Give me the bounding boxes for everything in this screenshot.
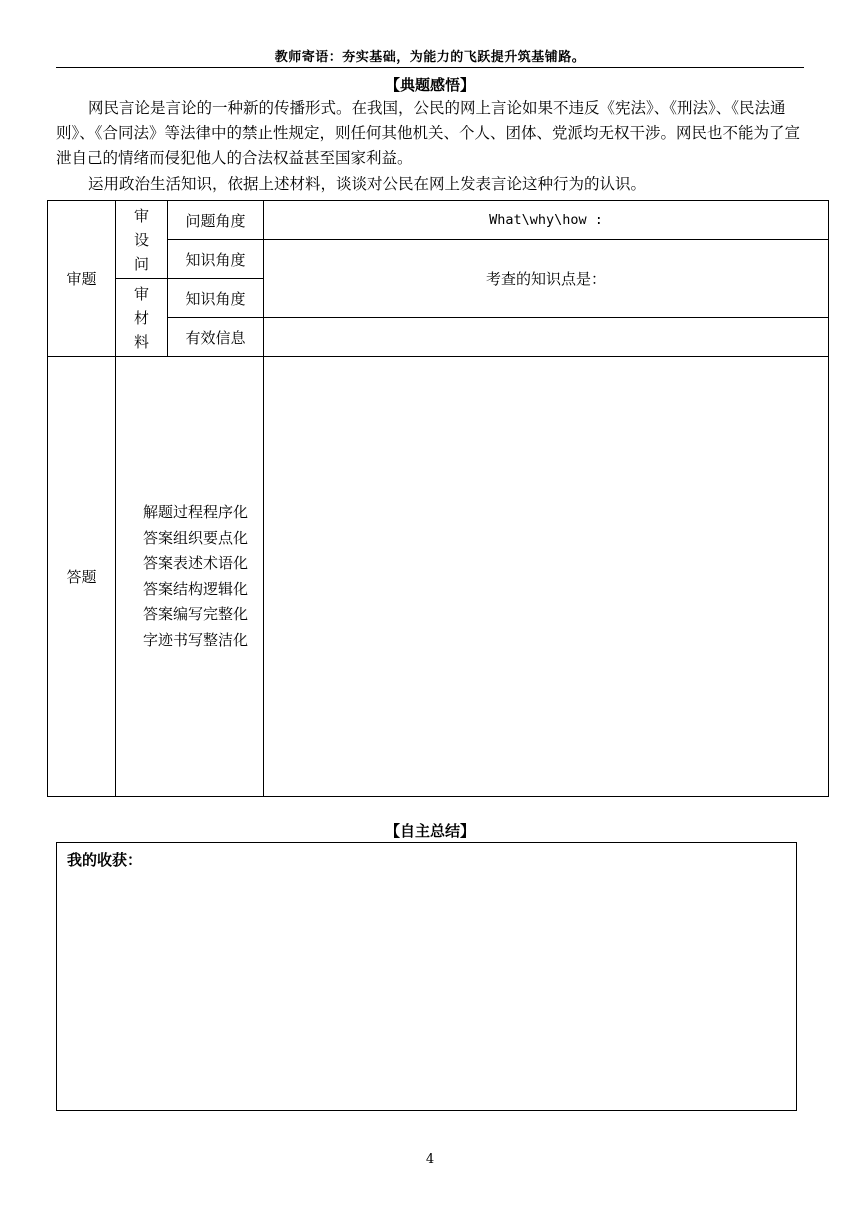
rule-item: 答案组织要点化	[142, 528, 248, 547]
material-paragraph: 网民言论是言论的一种新的传播形式。在我国，公民的网上言论如果不违反《宪法》、《刑法》、《民法通则》、《合同法》等法律中的禁止性规定，则任何其他机关、个人、团体、党派均无权干涉。网民也不能为了宣泄自己的情绪而侵犯他人的合法权益甚至国家利益。	[56, 99, 801, 167]
answer-area[interactable]	[264, 357, 829, 797]
summary-label: 我的收获：	[67, 851, 143, 869]
summary-box[interactable]	[56, 842, 797, 1111]
shenti-cell: 审题	[48, 201, 116, 357]
header-motto: 教师寄语：夯实基础，为能力的飞跃提升筑基铺路。	[274, 50, 586, 65]
she-question-char-3: 问	[133, 254, 149, 273]
she-question-cell	[116, 201, 168, 279]
she-question-label	[116, 204, 167, 276]
dati-cell: 答题	[48, 357, 116, 797]
youxiao-xinxi-answer[interactable]	[264, 318, 829, 357]
rule-item: 答案编写完整化	[142, 605, 248, 623]
she-material-char-2: 材	[133, 308, 149, 327]
page-number: 4	[425, 1152, 435, 1167]
youxiao-xinxi-cell: 有效信息	[168, 318, 264, 357]
she-material-label	[116, 282, 167, 354]
answer-rules-cell	[116, 357, 264, 797]
header-rule	[56, 67, 804, 68]
rule-item: 答案结构逻辑化	[142, 579, 248, 598]
rule-item: 答案表述术语化	[142, 554, 248, 572]
zhishi-jiaodu-cell-1: 知识角度	[168, 240, 264, 279]
what-why-how-cell[interactable]: What\why\how :	[264, 201, 829, 240]
rule-item: 解题过程程序化	[142, 503, 248, 521]
section-title-zizhuzongjie: 【自主总结】	[384, 822, 475, 840]
zhishi-jiaodu-cell-2: 知识角度	[168, 279, 264, 318]
she-material-char-3: 料	[133, 332, 149, 351]
kaocha-label: 考查的知识点是：	[485, 270, 606, 288]
rule-item: 字迹书写整洁化	[142, 630, 248, 649]
analysis-table	[47, 200, 829, 797]
she-question-char-1: 审	[133, 206, 149, 225]
section-title-diantiganwu: 【典题感悟】	[384, 76, 475, 94]
she-material-char-1: 审	[133, 284, 149, 303]
wenti-jiaodu-cell: 问题角度	[168, 201, 264, 240]
question-paragraph: 运用政治生活知识，依据上述材料，谈谈对公民在网上发表言论这种行为的认识。	[88, 175, 647, 193]
she-question-char-2: 设	[133, 230, 149, 249]
she-material-cell	[116, 279, 168, 357]
kaocha-cell[interactable]	[264, 240, 829, 318]
